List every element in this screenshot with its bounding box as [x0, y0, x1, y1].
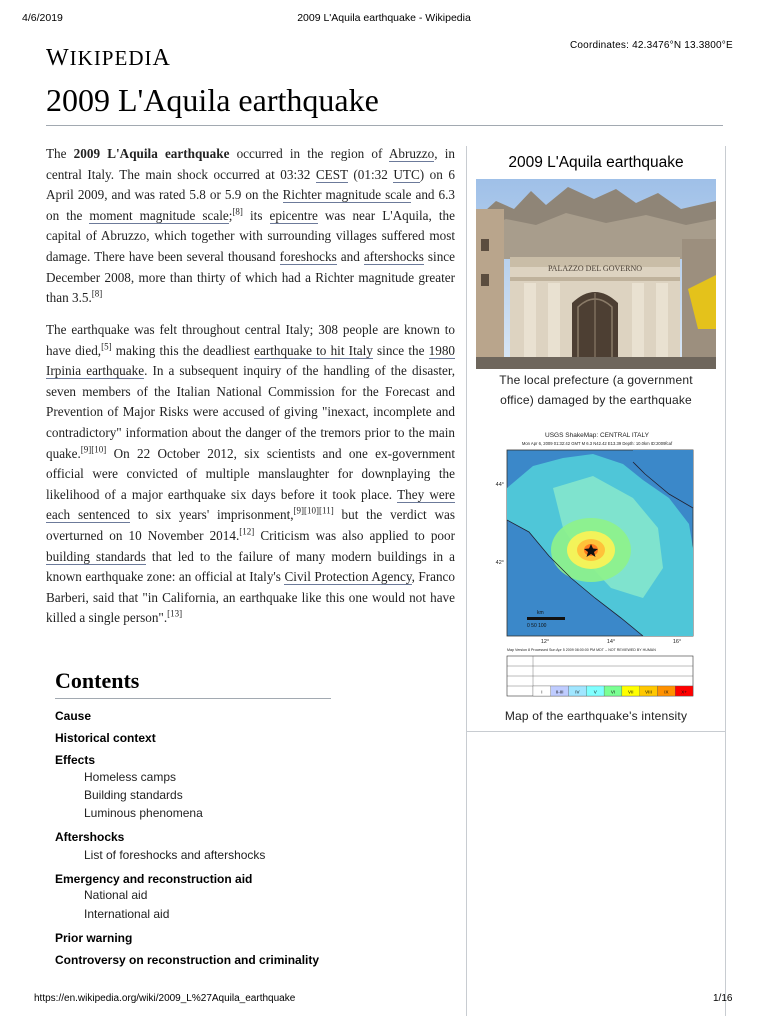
coordinates[interactable]: Coordinates: 42.3476°N 13.3800°E [570, 40, 733, 51]
reference-12[interactable]: [12] [239, 526, 255, 537]
intensity-legend [507, 656, 693, 696]
contents-divider [55, 698, 331, 699]
reference-5[interactable]: [5] [101, 341, 112, 352]
title-divider [46, 125, 723, 126]
toc-item[interactable]: Luminous phenomena [84, 806, 203, 820]
link-sentenced[interactable]: They were each sentenced [46, 486, 456, 523]
map-caption: Map of the earthquake's intensity [504, 709, 688, 723]
prefecture-photo[interactable] [476, 179, 716, 369]
reference-8[interactable]: [8] [232, 206, 243, 217]
intro-paragraph-1: The 2009 L'Aquila earthquake occurred in the region of Abruzzo, in central Italy. The main shock occurred at 03:32 CEST (01:32 UTC) on 6 April 2009, and was rated 5.8 or 5.9 on the Richter magnitude scale and 6.3 on the moment magnitude scale;[8] its epicentre was near L'Aquila, the capital of Abruzzo, which together with surrounding villages suffered most damage. There have been several thousand foreshocks and aftershocks since December 2008, more than thirty of which had a Richter magnitude greater than 3.5.[8] [46, 146, 456, 306]
print-date: 4/6/2019 [22, 12, 63, 24]
intensity-label: II-III [555, 689, 564, 695]
link-aftershocks[interactable]: aftershocks [363, 248, 424, 264]
print-title: 2009 L'Aquila earthquake - Wikipedia [297, 12, 471, 24]
intensity-label: VII [628, 689, 634, 695]
lon-label: 14° [606, 639, 616, 645]
facade-sign: PALAZZO DEL GOVERNO [547, 264, 643, 273]
reference-8[interactable]: [8] [91, 288, 103, 299]
infobox-title: 2009 L'Aquila earthquake [508, 154, 684, 171]
link-civil-protection-agency[interactable]: Civil Protection Agency [284, 569, 412, 585]
link-earthquakes-in-italy[interactable]: earthquake to hit Italy [254, 342, 373, 358]
link-utc[interactable]: UTC [393, 166, 420, 182]
link-moment-magnitude[interactable]: moment magnitude scale [89, 207, 229, 223]
toc-item[interactable]: Effects [55, 753, 96, 767]
print-page-number: 1/16 [713, 993, 733, 1004]
toc-item[interactable]: Building standards [84, 788, 183, 802]
reference-10[interactable]: [10] [91, 444, 107, 455]
lat-label: 42° [495, 560, 504, 566]
wikipedia-wordmark[interactable]: WIKIPEDIA [46, 45, 171, 71]
page-title: 2009 L'Aquila earthquake [46, 82, 379, 118]
reference-13[interactable]: [13] [167, 608, 183, 619]
intro-paragraph-2: The earthquake was felt throughout central Italy; 308 people are known to have died,[5] making this the deadliest earthquake to hit Italy since the 1980 Irpinia earthquake. In a subsequent inquiry of the handling of the disaster, seven members of the Italian National Commission for the Forecast and Prevention of Major Risks were accused of giving "inexact, incomplete and contradictory" information about the danger of the tremors prior to the main quake.[9][10] On 22 October 2012, six scientists and one ex-government official were convicted of multiple manslaughter for downplaying the likelihood of a major earthquake six days before it took place. They were each sentenced to six years' imprisonment,[9][10][11] but the verdict was overturned on 10 November 2014.[12] Criticism was also applied to poor building standards that led to the failure of many modern buildings in a known earthquake zone: an official at Italy's Civil Protection Agency, Franco Barberi, said that "in California, an earthquake like this one would not have killed a single person".[13] [46, 322, 456, 626]
intensity-label: VIII [645, 689, 652, 695]
reference-11[interactable]: [11] [319, 505, 334, 516]
intensity-label: VI [610, 689, 616, 695]
scale-unit: km [537, 610, 544, 616]
link-1980-irpinia-earthquake[interactable]: 1980 Irpinia earthquake [46, 342, 455, 379]
infobox-divider [467, 731, 725, 732]
link-building-standards[interactable]: building standards [46, 548, 146, 564]
toc-item[interactable]: Controversy on reconstruction and criminality [55, 953, 320, 967]
link-richter-scale[interactable]: Richter magnitude scale [282, 187, 412, 203]
toc-item[interactable]: List of foreshocks and aftershocks [84, 848, 266, 862]
lat-label: 44° [495, 482, 504, 488]
reference-10[interactable]: [10] [304, 505, 320, 516]
contents-heading: Contents [55, 668, 140, 693]
toc-item[interactable]: International aid [84, 907, 170, 921]
intensity-label: IX [664, 689, 669, 695]
intensity-label: I [541, 689, 543, 695]
lon-label: 12° [540, 639, 550, 645]
reference-9[interactable]: [9] [293, 505, 305, 516]
shakemap-subtitle: Mon Apr 6, 2009 01:32:42 GMT M 6.3 N42.42 E13.39 Depth: 10.0km ID:2009fcaf [521, 441, 673, 446]
print-url: https://en.wikipedia.org/wiki/2009_L%27Aquila_earthquake [34, 993, 296, 1004]
toc-item[interactable]: Emergency and reconstruction aid [55, 872, 253, 886]
reference-9[interactable]: [9] [80, 444, 92, 455]
shakemap-version: Map Version 8 Processed Sun Apr 5 2009 08:00:00 PM MDT -- NOT REVIEWED BY HUMAN [507, 648, 656, 652]
intensity-label: V [593, 689, 597, 695]
infobox [466, 146, 726, 1016]
toc-item[interactable]: Homeless camps [84, 770, 177, 784]
toc-item[interactable]: Cause [55, 709, 92, 723]
toc-item[interactable]: Prior warning [55, 931, 133, 945]
shakemap[interactable] [493, 428, 701, 698]
intensity-label: IV [575, 689, 580, 695]
scale-values: 0 50 100 [527, 623, 547, 629]
link-foreshocks[interactable]: foreshocks [279, 248, 337, 264]
lon-label: 16° [672, 639, 682, 645]
toc-item[interactable]: Historical context [55, 731, 156, 745]
shakemap-title: USGS ShakeMap: CENTRAL ITALY [545, 432, 649, 439]
link-abruzzo[interactable]: Abruzzo [388, 146, 435, 161]
intensity-label: X+ [681, 689, 687, 695]
photo-caption: The local prefecture (a government office) damaged by the earthquake [499, 373, 693, 407]
link-cest[interactable]: CEST [315, 166, 348, 182]
toc-item[interactable]: Aftershocks [55, 830, 125, 844]
toc-item[interactable]: National aid [84, 888, 148, 902]
link-epicentre[interactable]: epicentre [269, 207, 318, 223]
